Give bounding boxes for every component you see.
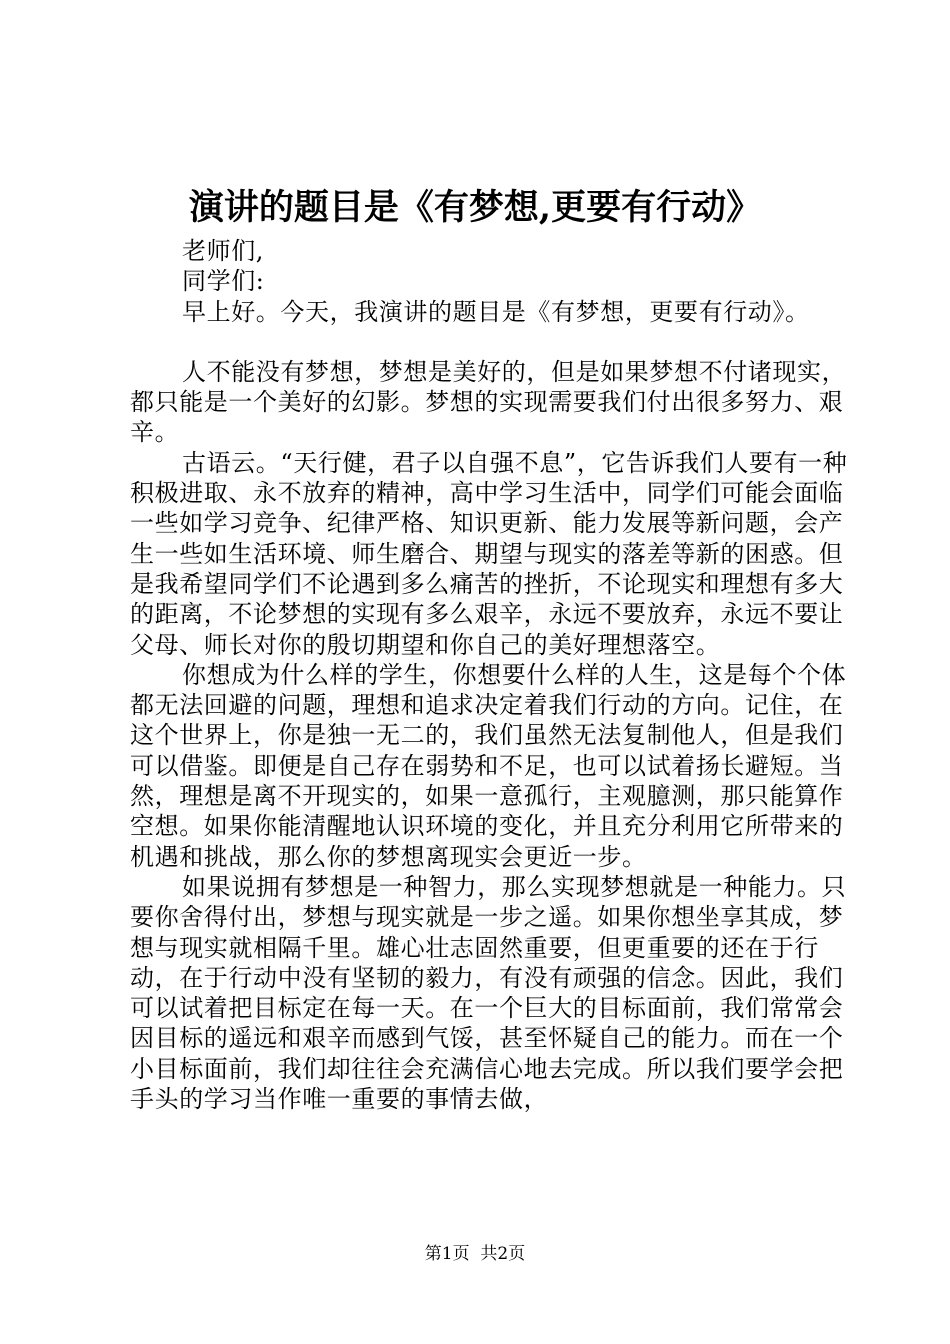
opening-line: 早上好。今天，我演讲的题目是《有梦想，更要有行动》。 — [182, 297, 810, 326]
page-number-footer: 第1页 共2页 — [424, 1244, 526, 1264]
paragraph-3: 你想成为什么样的学生，你想要什么样的人生，这是每个个体都无法回避的问题，理想和追求决定着我们行动的方向。记住，在这个世界上，你是独一无二的，我们虽然无法复制他人，但是我们可以借鉴。即便是自己存在弱势和不足，也可以试着扬长避短。当然，理想是离不开现实的，如果一意孤行，主观臆测，那只能算作空想。如果你能清醒地认识环境的变化，并且充分利用它所带来的机遇和挑战，那么你的梦想离现实会更近一步。 — [130, 660, 847, 871]
greeting-students: 同学们: — [182, 267, 265, 296]
blank-line — [130, 327, 850, 357]
paragraph-2: 古语云。“天行健，君子以自强不息”，它告诉我们人要有一种积极进取、永不放弃的精神，高中学习生活中，同学们可能会面临一些如学习竞争、纪律严格、知识更新、能力发展等新问题，会产生一些如生活环境、师生磨合、期望与现实的落差等新的困惑。但是我希望同学们不论遇到多么痛苦的挫折，不论现实和理想有多大的距离，不论梦想的实现有多么艰辛，永远不要放弃，永远不要让父母、师长对你的殷切期望和你自己的美好理想落空。 — [130, 448, 848, 659]
document-title: 演讲的题目是《有梦想,更要有行动》 — [188, 187, 762, 228]
greeting-teachers: 老师们, — [182, 237, 265, 265]
paragraph-1: 人不能没有梦想，梦想是美好的，但是如果梦想不付诸现实，都只能是一个美好的幻影。梦想的实现需要我们付出很多努力、艰辛。 — [130, 357, 847, 447]
document-body — [130, 236, 850, 1114]
paragraph-4: 如果说拥有梦想是一种智力，那么实现梦想就是一种能力。只要你舍得付出，梦想与现实就是一步之遥。如果你想坐享其成，梦想与现实就相隔千里。雄心壮志固然重要，但更重要的还在于行动，在于行动中没有坚韧的毅力，有没有顽强的信念。因此，我们可以试着把目标定在每一天。在一个巨大的目标面前，我们常常会因目标的遥远和艰辛而感到气馁，甚至怀疑自己的能力。而在一个小目标面前，我们却往往会充满信心地去完成。所以我们要学会把手头的学习当作唯一重要的事情去做， — [130, 872, 847, 1114]
